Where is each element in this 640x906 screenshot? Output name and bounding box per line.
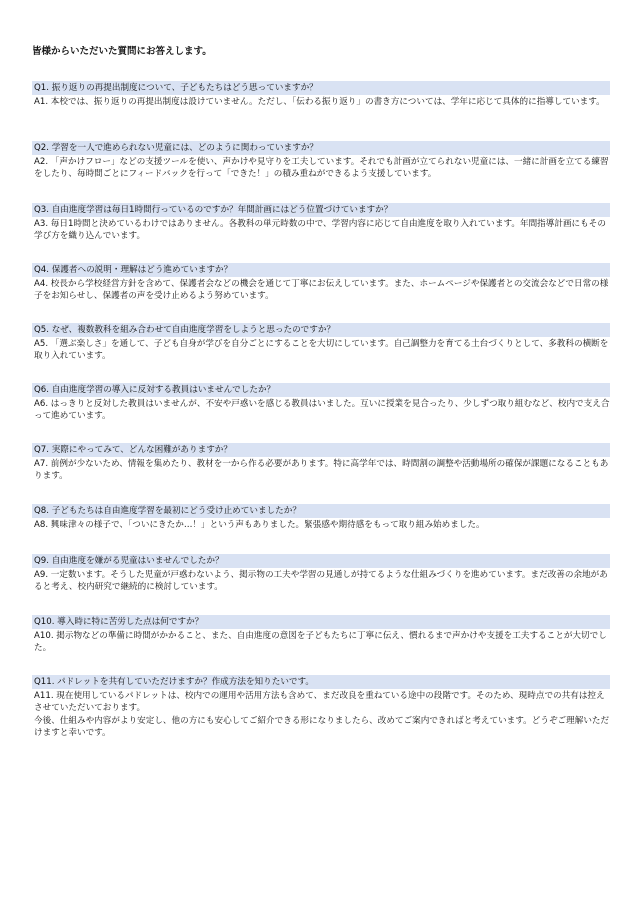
qa-item-4 bbox=[32, 263, 610, 302]
qa-item-1 bbox=[32, 81, 610, 108]
qa-item-11 bbox=[32, 675, 610, 739]
question-heading: Q3. 自由進度学習は毎日1時間行っているのですか？年間計画にはどう位置づけていますか？ bbox=[32, 203, 610, 217]
answer-text: A11. 現在使用しているパドレットは、校内での運用や活用方法も含めて、まだ改良を重ねている途中の段階です。そのため、現時点での共有は控えさせていただいております。 bbox=[34, 691, 605, 713]
answer-text: A2. 「声かけフロー」などの支援ツールを使い、声かけや見守りを工夫しています。それでも計画が立てられない児童には、一緒に計画を立てる練習をしたり、毎時間ごとにフィードバックを行って「できた！」の積み重ねができるよう支援しています。 bbox=[34, 157, 609, 179]
qa-item-6 bbox=[32, 383, 610, 422]
answer-text-continued: 今後、仕組みや内容がより安定し、他の方にも安心してご紹介できる形になりましたら、改めてご案内できればと考えています。どうぞご理解いただけますと幸いです。 bbox=[34, 716, 610, 738]
qa-item-8 bbox=[32, 504, 610, 531]
question-heading: Q1. 振り返りの再提出制度について、子どもたちはどう思っていますか？ bbox=[32, 81, 610, 95]
qa-item-3 bbox=[32, 203, 610, 242]
answer-text: A7. 前例が少ないため、情報を集めたり、教材を一から作る必要があります。特に高学年では、時間割の調整や活動場所の確保が課題になることもあります。 bbox=[34, 459, 609, 481]
question-heading: Q9. 自由進度を嫌がる児童はいませんでしたか？ bbox=[32, 554, 610, 568]
question-heading: Q6. 自由進度学習の導入に反対する教員はいませんでしたか？ bbox=[32, 383, 610, 397]
question-heading: Q4. 保護者への説明・理解はどう進めていますか？ bbox=[32, 263, 610, 277]
answer-text: A8. 興味津々の様子で、「ついにきたか…！」という声もありました。緊張感や期待感をもって取り組み始めました。 bbox=[34, 520, 485, 530]
answer-text: A10. 掲示物などの準備に時間がかかること、また、自由進度の意図を子どもたちに丁寧に伝え、慣れるまで声かけや支援を工夫することが大切でした。 bbox=[34, 631, 607, 653]
question-heading: Q7. 実際にやってみて、どんな困難がありますか？ bbox=[32, 443, 610, 457]
qa-item-10 bbox=[32, 615, 610, 654]
page-title: 皆様からいただいた質問にお答えします。 bbox=[32, 46, 212, 57]
question-heading: Q11. パドレットを共有していただけますか？作成方法を知りたいです。 bbox=[32, 675, 610, 689]
qa-item-2 bbox=[32, 141, 610, 180]
answer-text: A9. 一定数います。そうした児童が戸惑わないよう、掲示物の工夫や学習の見通しが持てるような仕組みづくりを進めています。まだ改善の余地があると考え、校内研究で継続的に検討しています。 bbox=[34, 570, 608, 592]
answer-text: A6. はっきりと反対した教員はいませんが、不安や戸惑いを感じる教員はいました。互いに授業を見合ったり、少しずつ取り組むなど、校内で支え合って進めています。 bbox=[34, 399, 610, 421]
question-heading: Q8. 子どもたちは自由進度学習を最初にどう受け止めていましたか？ bbox=[32, 504, 610, 518]
qa-item-5 bbox=[32, 323, 610, 362]
answer-text: A3. 毎日1時間と決めているわけではありません。各教科の単元時数の中で、学習内容に応じて自由進度を取り入れています。年間指導計画にもその学び方を織り込んでいます。 bbox=[34, 219, 606, 241]
answer-text: A4. 校長から学校経営方針を含めて、保護者会などの機会を通じて丁寧にお伝えしています。また、ホームページや保護者との交流会などで日常の様子をお知らせし、保護者の声を受け止めるよう努めています。 bbox=[34, 279, 609, 301]
question-heading: Q2. 学習を一人で進められない児童には、どのように関わっていますか？ bbox=[32, 141, 610, 155]
question-heading: Q5. なぜ、複数教科を組み合わせて自由進度学習をしようと思ったのですか？ bbox=[32, 323, 610, 337]
question-heading: Q10. 導入時に特に苦労した点は何ですか？ bbox=[32, 615, 610, 629]
qa-item-7 bbox=[32, 443, 610, 482]
qa-item-9 bbox=[32, 554, 610, 593]
answer-text: A1. 本校では、振り返りの再提出制度は設けていません。ただし、「伝わる振り返り」の書き方については、学年に応じて具体的に指導しています。 bbox=[34, 97, 605, 107]
answer-text: A5. 「選ぶ楽しさ」を通して、子ども自身が学びを自分ごとにすることを大切にしています。自己調整力を育てる土台づくりとして、多教科の横断を取り入れています。 bbox=[34, 339, 609, 361]
